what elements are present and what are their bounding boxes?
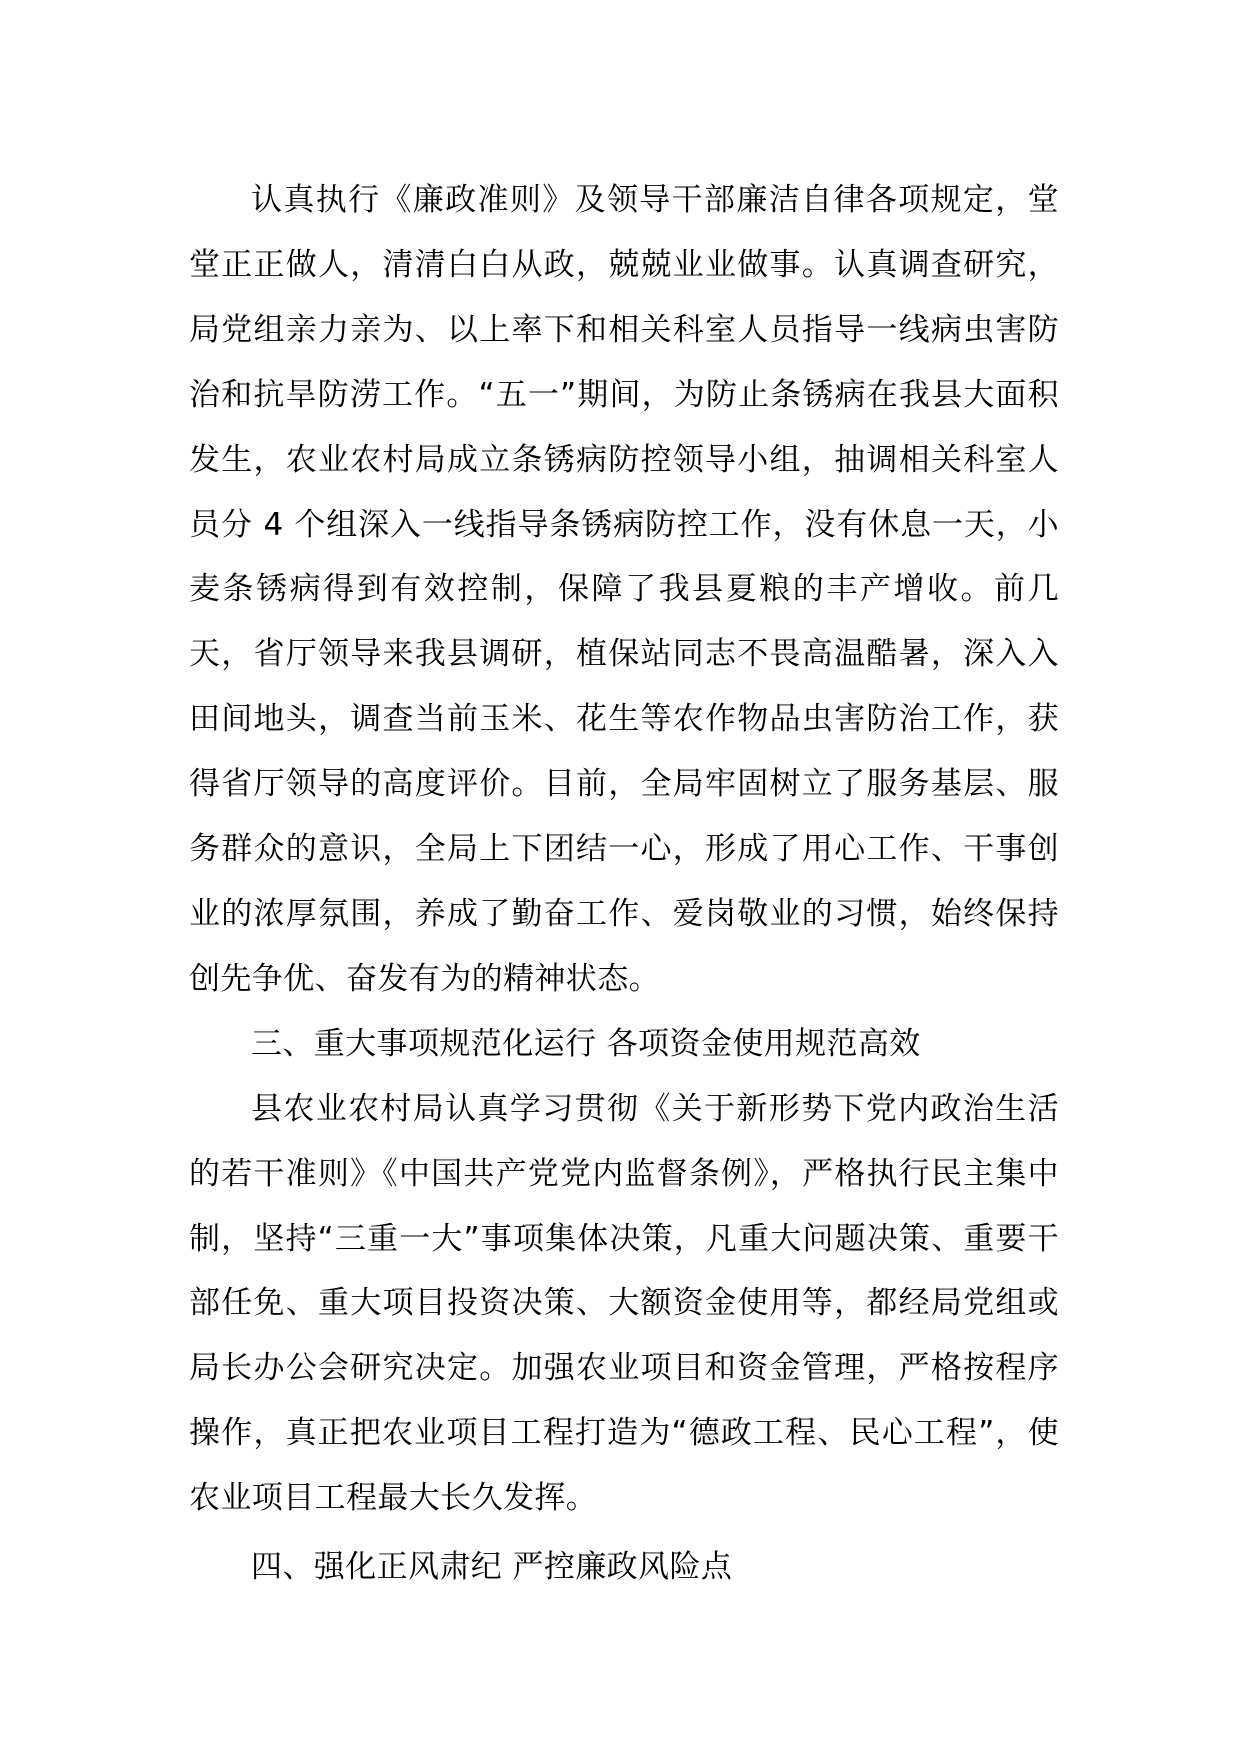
document-page [189,168,1059,1600]
body-paragraph-integrity: 认真执行《廉政准则》及领导干部廉洁自律各项规定，堂堂正正做人，清清白白从政，兢兢业业做事。认真调查研究，局党组亲力亲为、以上率下和相关科室人员指导一线病虫害防治和抗旱防涝工作。“五一”期间，为防止条锈病在我县大面积发生，农业农村局成立条锈病防控领导小组，抽调相关科室人员分 4 个组深入一线指导条锈病防控工作，没有休息一天，小麦条锈病得到有效控制，保障了我县夏粮的丰产增收。前几天，省厅领导来我县调研，植保站同志不畏高温酷暑，深入入田间地头，调查当前玉米、花生等农作物品虫害防治工作，获得省厅领导的高度评价。目前，全局牢固树立了服务基层、服务群众的意识，全局上下团结一心，形成了用心工作、干事创业的浓厚氛围，养成了勤奋工作、爱岗敬业的习惯，始终保持创先争优、奋发有为的精神状态。 [189,182,1059,997]
section-heading-three: 三、重大事项规范化运行 各项资金使用规范高效 [251,1025,921,1062]
body-paragraph-decision-making: 县农业农村局认真学习贯彻《关于新形势下党内政治生活的若干准则》《中国共产党党内监督条例》，严格执行民主集中制，坚持“三重一大”事项集体决策，凡重大问题决策、重要干部任免、重大项目投资决策、大额资金使用等，都经局党组或局长办公会研究决定。加强农业项目和资金管理，严格按程序操作，真正把农业项目工程打造为“德政工程、民心工程”，使农业项目工程最大长久发挥。 [189,1090,1059,1517]
section-heading-four: 四、强化正风肃纪 严控廉政风险点 [251,1549,733,1586]
